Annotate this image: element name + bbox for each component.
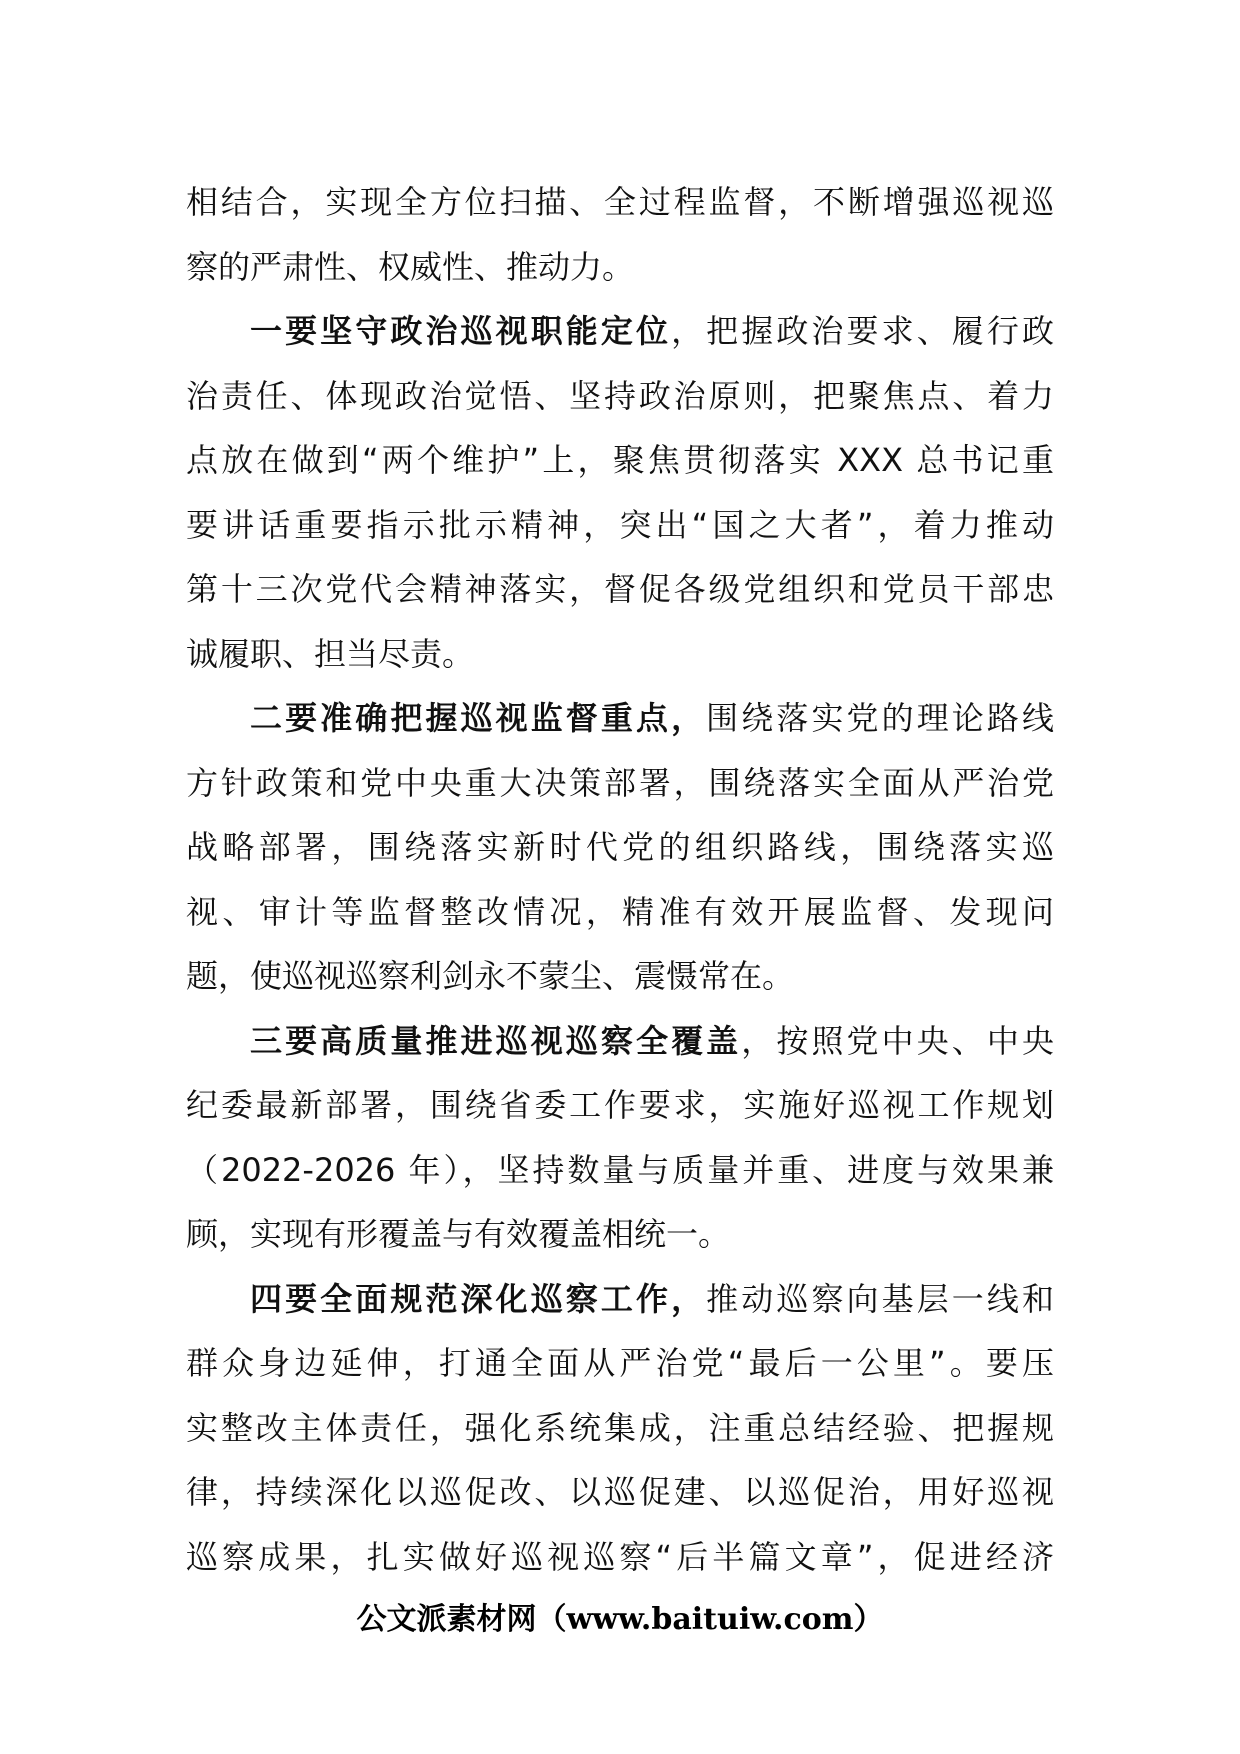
body-text: 推动巡察向基层一线和 <box>706 1279 1054 1318</box>
body-line: 顾，实现有形覆盖与有效覆盖相统一。 <box>186 1215 731 1253</box>
body-line: 方针政策和党中央重大决策部署，围绕落实全面从严治党 <box>186 763 1054 802</box>
body-line: 点放在做到“两个维护”上，聚焦贯彻落实 XXX 总书记重 <box>186 441 1054 479</box>
body-line: 巡察成果，扎实做好巡视巡察“后半篇文章”，促进经济 <box>186 1537 1054 1576</box>
body-line: 群众身边延伸，打通全面从严治党“最后一公里”。要压 <box>186 1344 1054 1382</box>
body-line: 治责任、体现政治觉悟、坚持政治原则，把聚焦点、着力 <box>186 376 1054 415</box>
paragraph-first-line <box>186 299 1054 364</box>
body-text: ，把握政治要求、履行政 <box>671 312 1054 350</box>
body-line: 相结合，实现全方位扫描、全过程监督，不断增强巡视巡 <box>186 183 1054 221</box>
body-line: 察的严肃性、权威性、推动力。 <box>186 247 635 286</box>
paragraph-heading: 四要全面规范深化巡察工作， <box>250 1279 707 1318</box>
paragraph-first-line <box>186 1009 1054 1074</box>
paragraph-first-line <box>186 686 1054 751</box>
page-footer: 公文派素材网（www.baituiw.com） <box>356 1602 884 1637</box>
paragraph-heading: 一要坚守政治巡视职能定位 <box>250 312 672 350</box>
body-line: 实整改主体责任，强化系统集成，注重总结经验、把握规 <box>186 1408 1054 1447</box>
body-text: ，按照党中央、中央 <box>741 1021 1054 1060</box>
paragraph-first-line <box>186 1267 1054 1332</box>
paragraph-heading: 二要准确把握巡视监督重点， <box>250 699 707 737</box>
body-line: 律，持续深化以巡促改、以巡促建、以巡促治，用好巡视 <box>186 1473 1054 1511</box>
document-body <box>186 170 1054 1589</box>
body-line: 题，使巡视巡察利剑永不蒙尘、震慑常在。 <box>186 957 795 995</box>
body-line: 视、审计等监督整改情况，精准有效开展监督、发现问 <box>186 892 1054 931</box>
body-line: 第十三次党代会精神落实，督促各级党组织和党员干部忠 <box>186 570 1054 608</box>
paragraph-heading: 三要高质量推进巡视巡察全覆盖 <box>250 1021 742 1060</box>
body-line: 纪委最新部署，围绕省委工作要求，实施好巡视工作规划 <box>186 1086 1054 1124</box>
body-line: 战略部署，围绕落实新时代党的组织路线，围绕落实巡 <box>186 828 1054 866</box>
body-line: （2022-2026 年），坚持数量与质量并重、进度与效果兼 <box>186 1150 1054 1189</box>
body-text: 围绕落实党的理论路线 <box>706 699 1054 737</box>
body-line: 诚履职、担当尽责。 <box>186 634 475 673</box>
body-line: 要讲话重要指示批示精神，突出“国之大者”，着力推动 <box>186 505 1054 544</box>
